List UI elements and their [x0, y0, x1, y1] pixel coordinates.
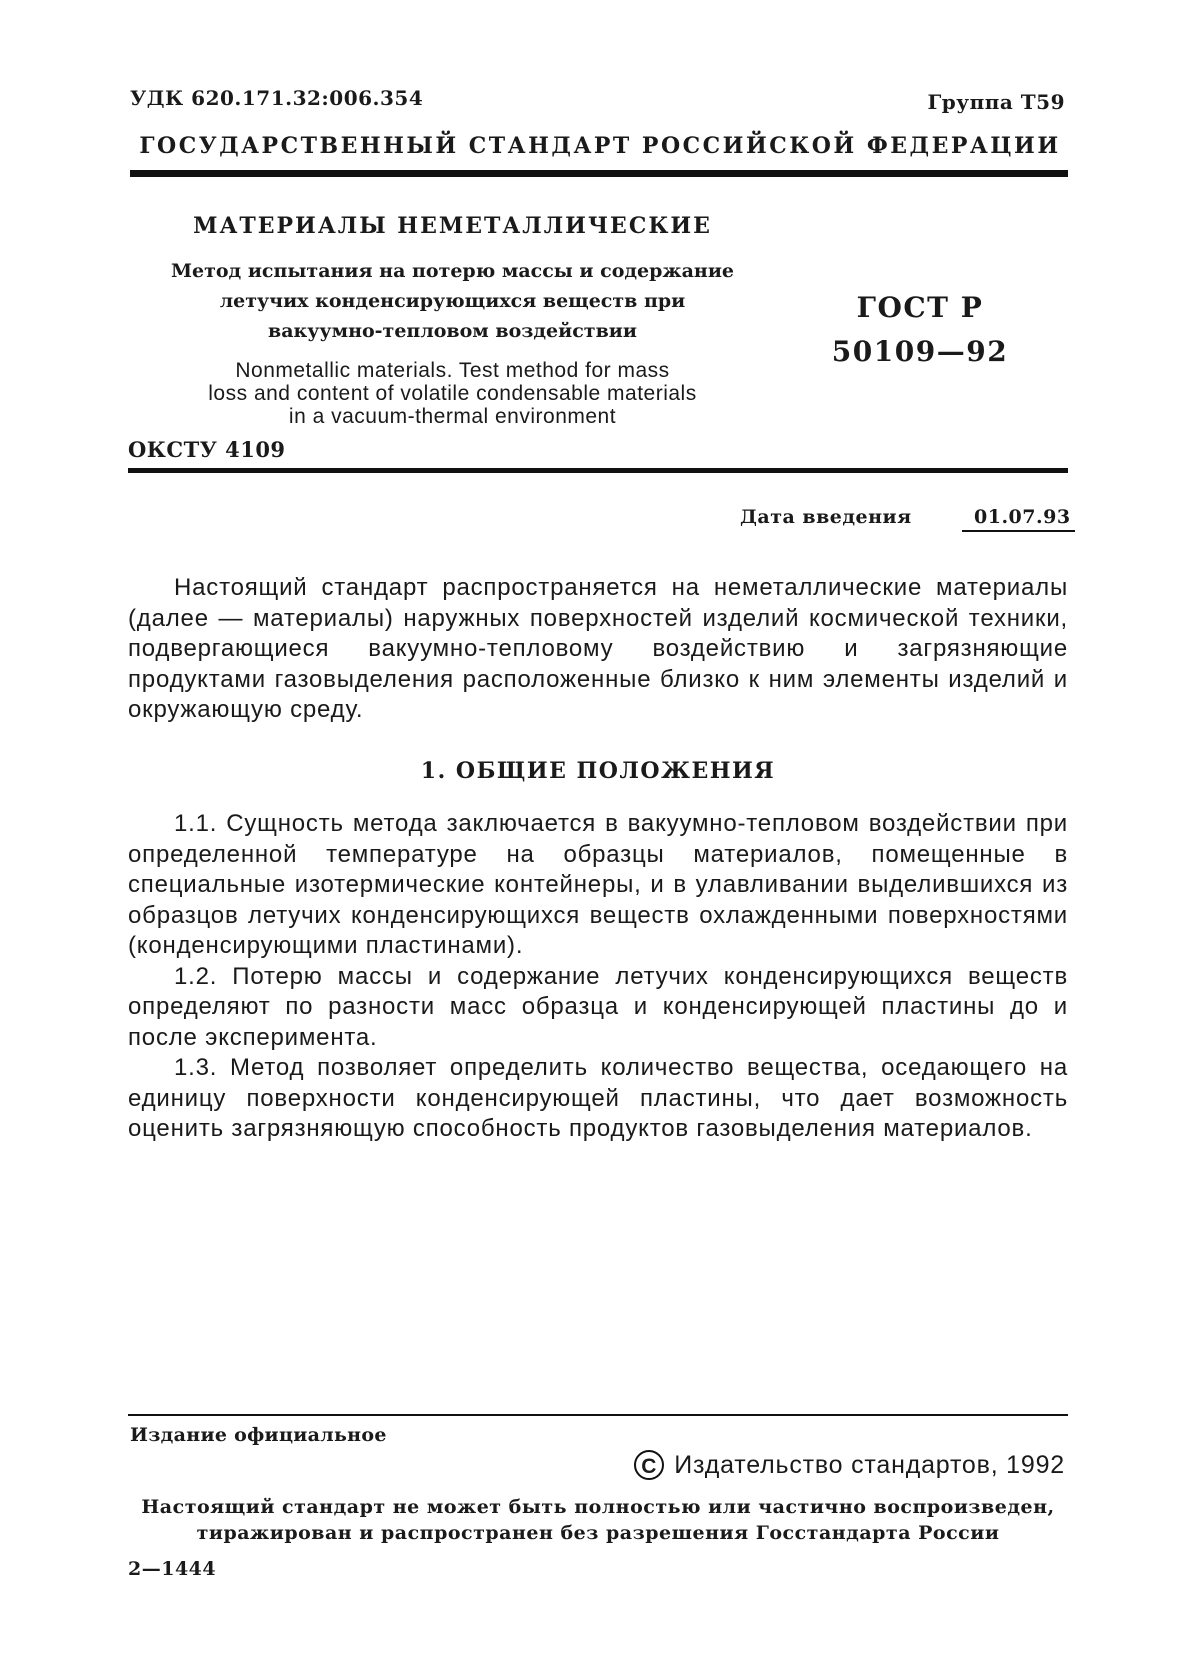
subtitle-line: вакуумно-тепловом воздействии [268, 320, 637, 342]
notice-line: тиражирован и распространен без разрешения Госстандарта России [196, 1522, 1000, 1544]
english-title-line: loss and content of volatile condensable materials [208, 382, 697, 405]
header-rule [130, 170, 1068, 177]
group-code: Группа Т59 [927, 90, 1065, 114]
subtitle-line: Метод испытания на потерю массы и содержание [170, 260, 735, 282]
paragraph-text: Настоящий стандарт распространяется на неметаллические материалы (далее — материалы) наружных поверхностей изделий космической техники, подвергающиеся вакуумно-тепловому воздействию и загрязняющие продуктами газовыделения расположенные близко к ним элементы изделий и окружающую среду. [128, 574, 1068, 723]
english-title-line: Nonmetallic materials. Test method for mass [235, 359, 670, 382]
official-edition: Издание официальное [130, 1424, 387, 1446]
english-title-line: in a vacuum-thermal environment [288, 405, 617, 428]
clause-1-2: 1.2. Потерю массы и содержание летучих конденсирующихся веществ определяют по разности масс образца и конденсирующей пластины до и после эксперимента. [128, 962, 1068, 1051]
oksty-code: ОКСТУ 4109 [128, 437, 286, 462]
intro-date-value: 01.07.93 [962, 506, 1075, 532]
notice-line: Настоящий стандарт не может быть полностью или частично воспроизведен, [141, 1496, 1055, 1518]
section-heading: 1. ОБЩИЕ ПОЛОЖЕНИЯ [420, 758, 776, 784]
print-code: 2—1444 [128, 1558, 217, 1580]
gost-number [820, 286, 1020, 374]
reproduction-notice [128, 1494, 1068, 1546]
copyright-icon [634, 1450, 664, 1480]
title-rule [128, 468, 1068, 473]
intro-date-label: Дата введения [740, 506, 912, 528]
document-subtitle [130, 256, 775, 346]
footer-rule [128, 1414, 1068, 1416]
gost-prefix: ГОСТ Р [856, 291, 984, 324]
copyright-text: Издательство стандартов, 1992 [674, 1450, 1065, 1479]
state-standard-title: ГОСУДАРСТВЕННЫЙ СТАНДАРТ РОССИЙСКОЙ ФЕДЕРАЦИИ [139, 133, 1061, 159]
english-title [130, 359, 775, 428]
section-clauses [128, 809, 1068, 1145]
gost-code: 50109—92 [831, 335, 1009, 368]
clause-1-3: 1.3. Метод позволяет определить количество вещества, оседающего на единицу поверхности конденсирующей пластины, что дает возможность оценить загрязняющую способность продуктов газовыделения материалов. [128, 1054, 1068, 1142]
subtitle-line: летучих конденсирующихся веществ при [219, 290, 686, 312]
document-title: МАТЕРИАЛЫ НЕМЕТАЛЛИЧЕСКИЕ [193, 213, 712, 239]
copyright-line [634, 1450, 1065, 1480]
clause-1-1: 1.1. Сущность метода заключается в вакуумно-тепловом воздействии при определенной температуре на образцы материалов, помещенные в специальные изотермические контейнеры, и в улавливании выделившихся из образцов летучих конденсирующихся веществ охлажденными поверхностями (конденсирующими пластинами). [128, 810, 1068, 959]
udk-code: УДК 620.171.32:006.354 [130, 86, 424, 110]
intro-paragraph [128, 573, 1068, 726]
